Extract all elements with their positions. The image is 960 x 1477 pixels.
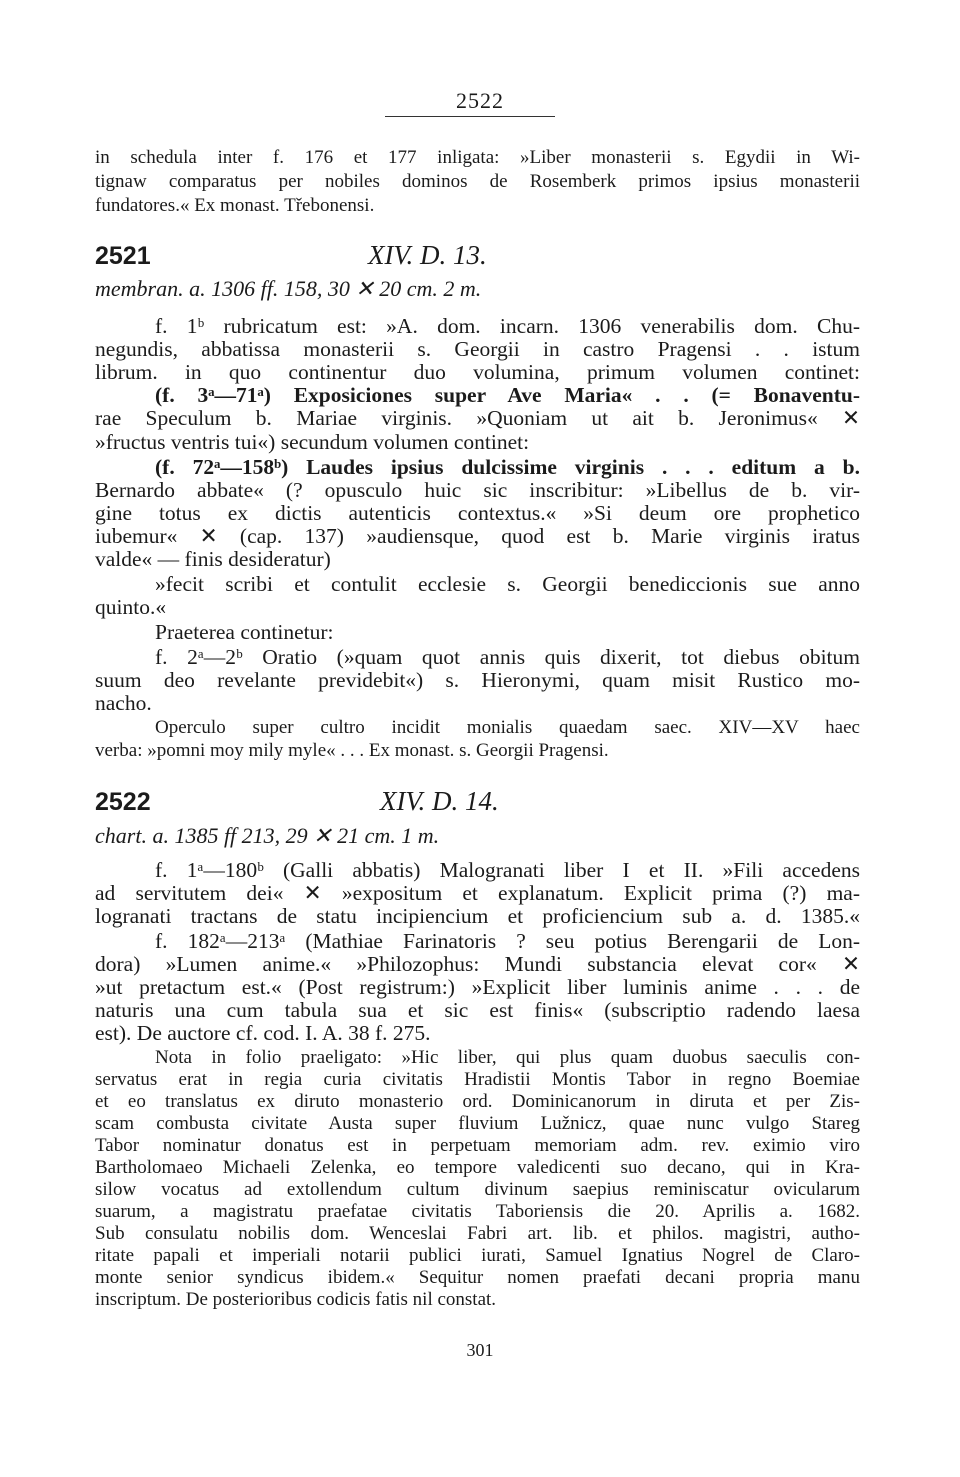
text-line: tignaw comparatus per nobiles dominos de Rosemberk primos ipsius monasterii	[95, 171, 860, 192]
text-line: in schedula inter f. 176 et 177 inligata: »Liber monasterii s. Egydii in Wi-	[95, 147, 860, 168]
text-line: negundis, abbatissa monasterii s. Georgii in castro Pragensi . . istum	[95, 337, 860, 361]
text-line: verba: »pomni moy mily myle« . . . Ex monast. s. Georgii Pragensi.	[95, 740, 609, 761]
text-line: nacho.	[95, 691, 152, 715]
text-line: f. 1ᵇ rubricatum est: »A. dom. incarn. 1306 venerabilis dom. Chu-	[155, 314, 860, 338]
text-line: monte senior syndicus ibidem.« Sequitur nomen praefati decani propria manu	[95, 1267, 860, 1288]
entry-number: 2521	[95, 242, 151, 270]
text-line: gine totus ex dictis autenticis contextus.« »Si deum ore prophetico	[95, 501, 860, 525]
text-line: servatus erat in regia curia civitatis Hradistii Montis Tabor in regno Boemiae	[95, 1069, 860, 1090]
text-line: inscriptum. De posterioribus codicis fatis nil constat.	[95, 1289, 497, 1310]
shelf-signature: XIV. D. 14.	[380, 786, 499, 816]
page-header-number: 2522	[456, 88, 504, 113]
text-line: logranati tractans de statu incipiencium et proficiencium sub a. d. 1385.«	[95, 904, 860, 928]
entry-meta: membran. a. 1306 ff. 158, 30 ✕ 20 cm. 2 m.	[95, 276, 482, 301]
text-line: f. 1ᵃ—180ᵇ (Galli abbatis) Malogranati liber I et II. »Fili accedens	[155, 858, 860, 882]
shelf-signature: XIV. D. 13.	[368, 240, 487, 270]
text-line: (f. 3ᵃ—71ᵃ) Exposiciones super Ave Maria« . . (= Bonaventu-	[155, 383, 860, 407]
text-line: Bernardo abbate« (? opusculo huic sic inscribitur: »Libellus de b. vir-	[95, 478, 860, 502]
text-line: »fecit scribi et contulit ecclesie s. Georgii benediccionis sue anno	[155, 572, 860, 596]
text-line: scam combusta civitate Austa super fluvium Lužnicz, quae nunc vulgo Stareg	[95, 1113, 860, 1134]
text-line: f. 182ᵃ—213ᵃ (Mathiae Farinatoris ? seu potius Berengarii de Lon-	[155, 929, 860, 953]
page-footer-number: 301	[466, 1340, 494, 1360]
text-line: (f. 72ᵃ—158ᵇ) Laudes ipsius dulcissime virginis . . . editum a b.	[155, 455, 860, 479]
text-line: »ut pretactum est.« (Post registrum:) »Explicit liber luminis anime . . . de	[95, 975, 860, 999]
text-line: silow vocatus ad extollendum cultum divinum saepius reminiscatur ovicularum	[95, 1179, 860, 1200]
text-line: f. 2ᵃ—2ᵇ Oratio (»quam quot annis quis dixerit, tot diebus obitum	[155, 645, 860, 669]
text-line: Praeterea continetur:	[155, 620, 334, 644]
text-line: naturis una cum tabula sua et sic est finis« (subscriptio radendo laesa	[95, 998, 860, 1022]
text-line: et eo translatus ex diruto monasterio ord. Dominicanorum in diruta et per Zis-	[95, 1091, 860, 1112]
text-line: iubemur« ✕ (cap. 137) »audiensque, quod est b. Marie virginis iratus	[95, 524, 860, 548]
text-line: ritate papali et imperiali notarii publici iurati, Samuel Ignatius Nogrel de Claro-	[95, 1245, 860, 1266]
text-line: Sub consulatu nobilis dom. Wenceslai Fabri art. lib. et philos. magistri, autho-	[95, 1223, 860, 1244]
text-line: Tabor nominatur donatus est in perpetuam memoriam adm. rev. eximio viro	[95, 1135, 860, 1156]
text-line: est). De auctore cf. cod. I. A. 38 f. 275.	[95, 1021, 431, 1045]
entry-number: 2522	[95, 788, 151, 816]
text-line: Bartholomaeo Michaeli Zelenka, eo tempore valedicenti suo decano, qui in Kra-	[95, 1157, 860, 1178]
text-line: ad servitutem dei« ✕ »expositum et explanatum. Explicit prima (?) ma-	[95, 881, 860, 905]
text-line: Operculo super cultro incidit monialis quaedam saec. XIV—XV haec	[155, 717, 860, 738]
text-line: dora) »Lumen anime.« »Philozophus: Mundi substancia elevat cor« ✕	[95, 952, 860, 976]
text-line: suarum, a magistratu praefatae civitatis Taboriensis die 20. Aprilis a. 1682.	[95, 1201, 860, 1222]
text-line: fundatores.« Ex monast. Třebonensi.	[95, 195, 375, 216]
text-line: rae Speculum b. Mariae virginis. »Quoniam ut ait b. Jeronimus« ✕	[95, 406, 860, 430]
text-line: valde« — finis desideratur)	[95, 547, 331, 571]
header-rule	[385, 116, 555, 117]
text-line: suum deo revelante previdebit«) s. Hieronymi, quam misit Rustico mo-	[95, 668, 860, 692]
text-line: Nota in folio praeligato: »Hic liber, qui plus quam duobus saeculis con-	[155, 1047, 860, 1068]
entry-meta: chart. a. 1385 ff 213, 29 ✕ 21 cm. 1 m.	[95, 823, 440, 848]
text-line: librum. in quo continentur duo volumina, primum volumen continet:	[95, 360, 860, 384]
text-line: »fructus ventris tui«) secundum volumen continet:	[95, 430, 530, 454]
text-line: quinto.«	[95, 595, 167, 619]
